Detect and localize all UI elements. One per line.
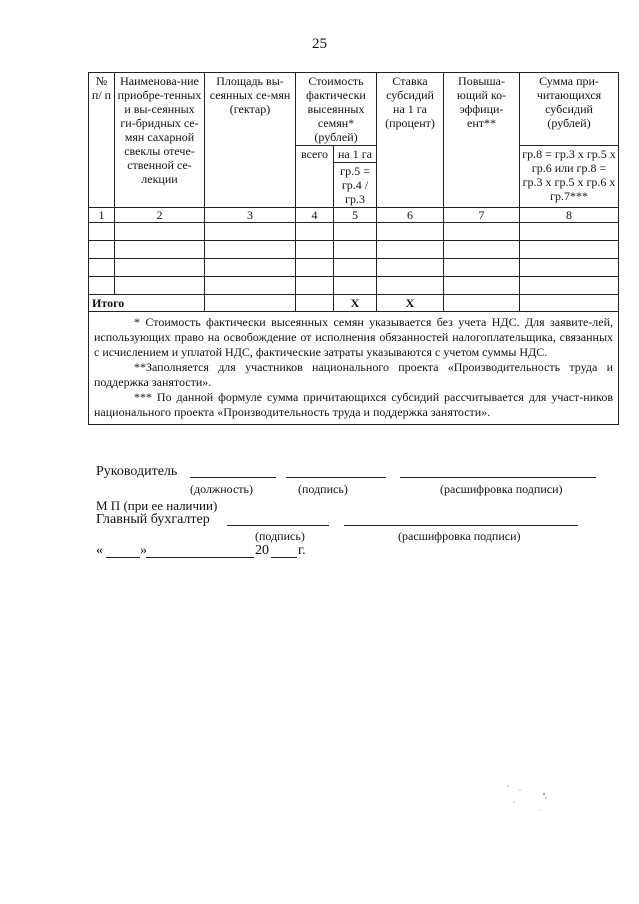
table-cell [520, 295, 619, 312]
header-subsidy-sum: Сумма при-читающихся субсидий (рублей) [520, 73, 619, 146]
table-cell [205, 241, 296, 259]
date-suffix: г. [298, 543, 306, 558]
table-cell [334, 223, 377, 241]
accountant-caption-signature: (подпись) [255, 529, 305, 543]
header-rate: Ставка субсидий на 1 га (процент) [377, 73, 444, 208]
table-cell [520, 241, 619, 259]
table-cell [89, 241, 115, 259]
table-row [89, 259, 619, 277]
table-cell [377, 277, 444, 295]
table-cell [115, 277, 205, 295]
table-cell [115, 223, 205, 241]
table-cell [205, 223, 296, 241]
column-numbers-row [89, 208, 619, 223]
table-cell [89, 223, 115, 241]
table-cell [115, 259, 205, 277]
header-cost-per-ha: на 1 га [334, 146, 377, 163]
accountant-signature-line[interactable] [227, 525, 329, 526]
table-cell [334, 241, 377, 259]
header-cost-formula: гр.5 = гр.4 / гр.3 [334, 163, 377, 208]
accountant-caption-decoding: (расшифровка подписи) [398, 529, 521, 543]
table-cell [89, 259, 115, 277]
header-cost: Стоимость фактически высеянных семян* (рублей) [296, 73, 377, 146]
caption-position: (должность) [190, 482, 253, 496]
table-cell [296, 241, 334, 259]
date-year-line[interactable] [271, 557, 297, 558]
column-number: 5 [334, 208, 377, 223]
column-number: 3 [205, 208, 296, 223]
table-row [89, 223, 619, 241]
column-number: 1 [89, 208, 115, 223]
header-coefficient: Повыша-ющий ко-эффици-ент** [444, 73, 520, 208]
signature-line[interactable] [286, 477, 386, 478]
total-mark: Х [334, 295, 377, 312]
table-cell [334, 277, 377, 295]
table-cell [115, 241, 205, 259]
table-cell [377, 259, 444, 277]
notes-row [89, 312, 619, 425]
table-cell [334, 259, 377, 277]
column-number: 7 [444, 208, 520, 223]
table-cell [205, 277, 296, 295]
caption-signature: (подпись) [298, 482, 348, 496]
header-number: № п/ п [89, 73, 115, 208]
page-number: 25 [312, 36, 327, 52]
table-row [89, 241, 619, 259]
total-mark: Х [377, 295, 444, 312]
decoding-line[interactable] [400, 477, 596, 478]
table-cell [444, 259, 520, 277]
date-close: » [140, 543, 147, 558]
footnote: * Стоимость фактически высеянных семян указывается без учета НДС. Для заявите-лей, использующих право на освобождение от исполнения обязанностей налогоплательщика, связанных с исчислением и уплатой НДС, фактические затраты указываются с учетом суммы НДС. [94, 315, 614, 359]
date-month-line[interactable] [146, 557, 254, 558]
table-cell [444, 277, 520, 295]
table-cell [377, 223, 444, 241]
table-cell [296, 295, 334, 312]
total-row [89, 295, 619, 312]
table-cell [444, 241, 520, 259]
table-cell [520, 277, 619, 295]
footnote: **Заполняется для участников национального проекта «Производительность труда и поддержка занятости». [94, 360, 614, 389]
table-cell [89, 277, 115, 295]
header-cost-total: всего [296, 146, 334, 208]
header-subsidy-formula: гр.8 = гр.3 х гр.5 х гр.6 или гр.8 = гр.3 х гр.5 х гр.6 х гр.7*** [520, 146, 619, 208]
table-row [89, 277, 619, 295]
table-cell [377, 241, 444, 259]
scan-specks [500, 780, 560, 820]
date-open: « [96, 543, 103, 558]
footnotes [89, 312, 619, 425]
stamp-label: М П (при ее наличии) [96, 498, 218, 513]
accountant-decoding-line[interactable] [344, 525, 578, 526]
column-number: 4 [296, 208, 334, 223]
date-day-line[interactable] [106, 557, 140, 558]
header-area: Площадь вы-сеянных се-мян (гектар) [205, 73, 296, 208]
table-cell [444, 223, 520, 241]
date-year-prefix: 20 [255, 543, 269, 558]
table-cell [205, 259, 296, 277]
header-seed-name: Наименова-ние приобре-тенных и вы-сеянных ги-бридных се-мян сахарной свеклы отече-ственной се-лекции [115, 73, 205, 208]
total-label: Итого [89, 295, 205, 312]
column-number: 8 [520, 208, 619, 223]
table-cell [296, 259, 334, 277]
position-line[interactable] [190, 477, 276, 478]
table-cell [205, 295, 296, 312]
subsidy-table [88, 72, 619, 425]
head-label: Руководитель [96, 464, 178, 479]
table-cell [520, 259, 619, 277]
column-number: 6 [377, 208, 444, 223]
accountant-label: Главный бухгалтер [96, 512, 210, 527]
caption-decoding: (расшифровка подписи) [440, 482, 563, 496]
table-cell [296, 223, 334, 241]
table-cell [296, 277, 334, 295]
table-cell [444, 295, 520, 312]
table-cell [520, 223, 619, 241]
footnote: *** По данной формуле сумма причитающихся субсидий рассчитывается для участ-ников национального проекта «Производительность труда и поддержка занятости». [94, 390, 614, 419]
column-number: 2 [115, 208, 205, 223]
